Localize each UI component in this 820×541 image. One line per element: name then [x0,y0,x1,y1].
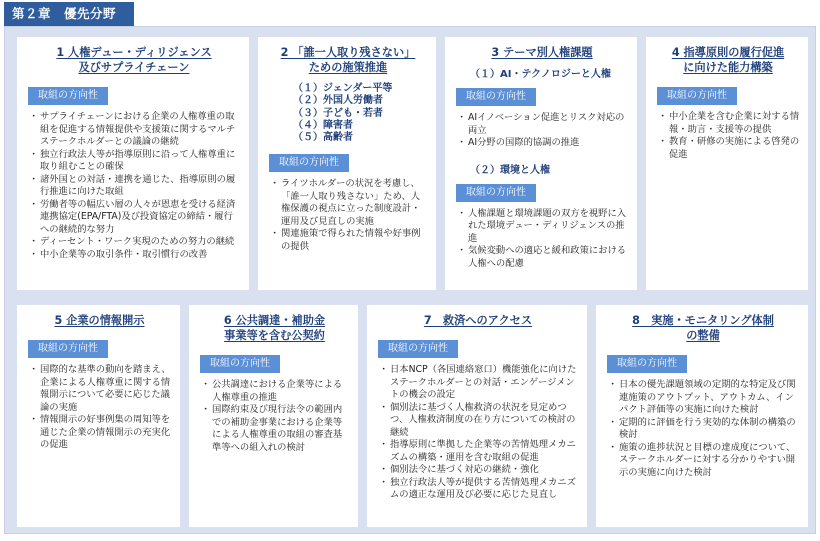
direction-tag: 取組の方向性 [378,340,458,358]
subheading-ai: （１）AI・テクノロジーと人権 [470,69,611,80]
list-item: ・ 国際的な基準の動向を踏まえ、企業による人権尊重に関する情報開示について必要に応じた議論の実施 [29,364,171,413]
bullet-list [198,379,351,454]
list-item: ・ 気候変動への適応と緩和政策における人権への配慮 [457,245,627,269]
direction-tag: 取組の方向性 [28,87,108,105]
card-title-line1: 8 実施・モニタリング体制 [632,314,774,327]
card-title-line1: 6 公共調達・補助金 [223,314,326,327]
bullet-icon: ・ [29,173,39,185]
list-item: ・ AI分野の国際的協調の推進 [457,137,580,148]
bullet-icon: ・ [29,198,39,210]
bullet-icon: ・ [379,476,389,488]
list-item: （２）外国人労働者 [293,95,383,107]
bullet-list [655,111,801,161]
card-title-line2: に向けた能力構築 [683,61,773,74]
bullet-icon: ・ [29,111,39,122]
bullet-icon: ・ [658,136,668,147]
list-item: （４）障害者 [293,119,353,131]
list-item: ・ 定期的に評価を行う実効的な体制の構築の検討 [608,416,796,440]
bullet-list [267,178,429,253]
list-item: （３）子ども・若者 [293,107,383,119]
card-title [454,45,630,60]
bullet-icon: ・ [29,148,39,160]
bullet-icon: ・ [457,112,467,123]
list-item: ・ 個別法令に基づく対応の継続・強化 [379,464,539,475]
bullet-list [454,112,630,150]
subheading-environment: （２）環境と人権 [470,164,550,176]
bullet-list [26,111,242,261]
direction-tag: 取組の方向性 [456,88,536,106]
policy-list [293,83,429,144]
bullet-icon: ・ [457,137,467,148]
list-item: （５）高齢者 [293,132,353,144]
card-title-line1: 2 「誰一人取り残さない」 [280,46,416,59]
list-item: ・ 独立行政法人等が提供する苦情処理メカニズムの適正な運用及び必要に応じた見直し [379,476,576,500]
direction-tag: 取組の方向性 [200,355,280,373]
card-due-diligence [17,37,249,290]
list-item: ・ 個別法に基づく人権救済の状況を見定めつつ、人権救済制度の在り方についての検討の継続 [379,401,576,438]
chapter-tag: 第２章 優先分野 [4,2,134,26]
card-title [655,45,801,75]
card-leave-no-one-behind [258,37,436,290]
list-item: ・ AIイノベーション促進とリスク対応の両立 [457,112,625,136]
bullet-list [376,364,580,502]
direction-tag: 取組の方向性 [28,340,108,358]
list-item: ・ 人権課題と環境課題の双方を視野に入れた環境デュー・ディリジェンスの推進 [457,207,627,244]
list-item: ・ ディーセント・ワーク実現のための努力の継続 [29,236,235,247]
card-title [267,45,429,75]
list-item: ・ 中小企業を含む企業に対する情報・助言・支援等の提供 [658,111,800,135]
bullet-icon: ・ [457,245,467,256]
list-item: ・ 日本の優先課題領域の定期的な特定及び関連施策のアウトプット、アウトカム、インパクト評価等の実施に向けた検討 [608,379,796,415]
bullet-icon: ・ [457,207,467,219]
list-item: ・ 諸外国との対話・連携を通じた、指導原則の履行推進に向けた取組 [29,173,236,197]
direction-tag: 取組の方向性 [269,154,349,172]
bullet-list [454,208,630,271]
bullet-icon: ・ [201,404,211,415]
card-title-line1: 3 テーマ別人権課題 [491,46,593,59]
list-item: ・ 中小企業等の取引条件・取引慣行の改善 [29,248,208,260]
card-thematic-issues [445,37,637,290]
card-title-line1: 7 救済へのアクセス [423,314,533,327]
list-item: ・ 国際約束及び現行法令の範囲内での補助金事業における企業等による人権尊重の取組の審査基準等への組入れの検討 [201,404,343,453]
bullet-icon: ・ [379,464,389,475]
card-public-procurement [189,305,358,527]
card-title [198,313,351,343]
bullet-icon: ・ [608,416,618,428]
bullet-icon: ・ [379,364,389,375]
bullet-icon: ・ [608,379,618,390]
bullet-list [605,379,801,479]
direction-tag: 取組の方向性 [607,355,687,373]
card-title-line2: の整備 [686,329,720,342]
card-title-line1: 1 人権デュー・ディリジェンス [56,46,212,59]
bullet-icon: ・ [29,248,39,260]
card-title-line1: 5 企業の情報開示 [54,314,145,327]
bullet-icon: ・ [379,401,389,413]
list-item: ・ 日本NCP（各国連絡窓口）機能強化に向けたステークホルダーとの対話・エンゲージメントの機会の設定 [379,364,577,400]
card-information-disclosure [17,305,180,527]
card-title [605,313,801,343]
card-title [26,313,173,328]
list-item: ・ ライツホルダーの状況を考慮し、「誰一人取り残さない」ため、人権保護の視点に立った制度設計・運用及び見直しの実施 [270,178,421,227]
card-title [26,45,242,75]
card-access-to-remedy [367,305,587,527]
card-title [376,313,580,328]
list-item: ・ 労働者等の幅広い層の人々が恩恵を受ける経済連携協定(EPA/FTA)及び投資協定の締結・履行への継続的な努力 [29,198,236,235]
card-capacity-building [646,37,808,290]
list-item: ・ 公共調達における企業等による人権尊重の推進 [201,379,343,403]
list-item: ・ 施策の進捗状況と目標の達成度について、ステークホルダーに対する分かりやすい開示の実施に向けた検討 [608,441,796,478]
bullet-list [26,364,173,452]
card-title-line2: 及びサプライチェーン [78,61,190,74]
list-item: ・ 情報開示の好事例集の周知等を通じた企業の情報開示の充実化の促進 [29,414,171,450]
card-title-line1: 4 指導原則の履行促進 [671,46,785,59]
bullet-icon: ・ [379,439,389,450]
direction-tag: 取組の方向性 [456,184,536,202]
card-title-line2: 事業等を含む公契約 [224,329,325,342]
list-item: ・ 指導原則に準拠した企業等の苦情処理メカニズムの構築・運用を含む取組の促進 [379,439,576,463]
bullet-icon: ・ [608,441,618,453]
bullet-icon: ・ [29,364,39,375]
bullet-icon: ・ [201,379,211,390]
list-item: ・ 独立行政法人等が指導原則に沿って人権尊重に取り組むことの確保 [29,148,236,172]
bullet-icon: ・ [658,111,668,122]
bullet-icon: ・ [29,414,39,425]
card-title-line2: ための施策推進 [308,61,388,74]
bullet-icon: ・ [29,236,39,247]
bullet-icon: ・ [270,228,280,240]
list-item: ・ 教育・研修の実施による啓発の促進 [658,136,800,160]
list-item: （１）ジェンダー平等 [293,83,393,94]
card-monitoring-framework [596,305,808,527]
bullet-icon: ・ [270,178,280,190]
list-item: ・ サプライチェーンにおける企業の人権尊重の取組を促進する情報提供や支援策に関するマルチステークホルダーとの議論の継続 [29,111,236,147]
direction-tag: 取組の方向性 [657,87,737,105]
list-item: ・ 関連施策で得られた情報や好事例の提供 [270,228,421,252]
